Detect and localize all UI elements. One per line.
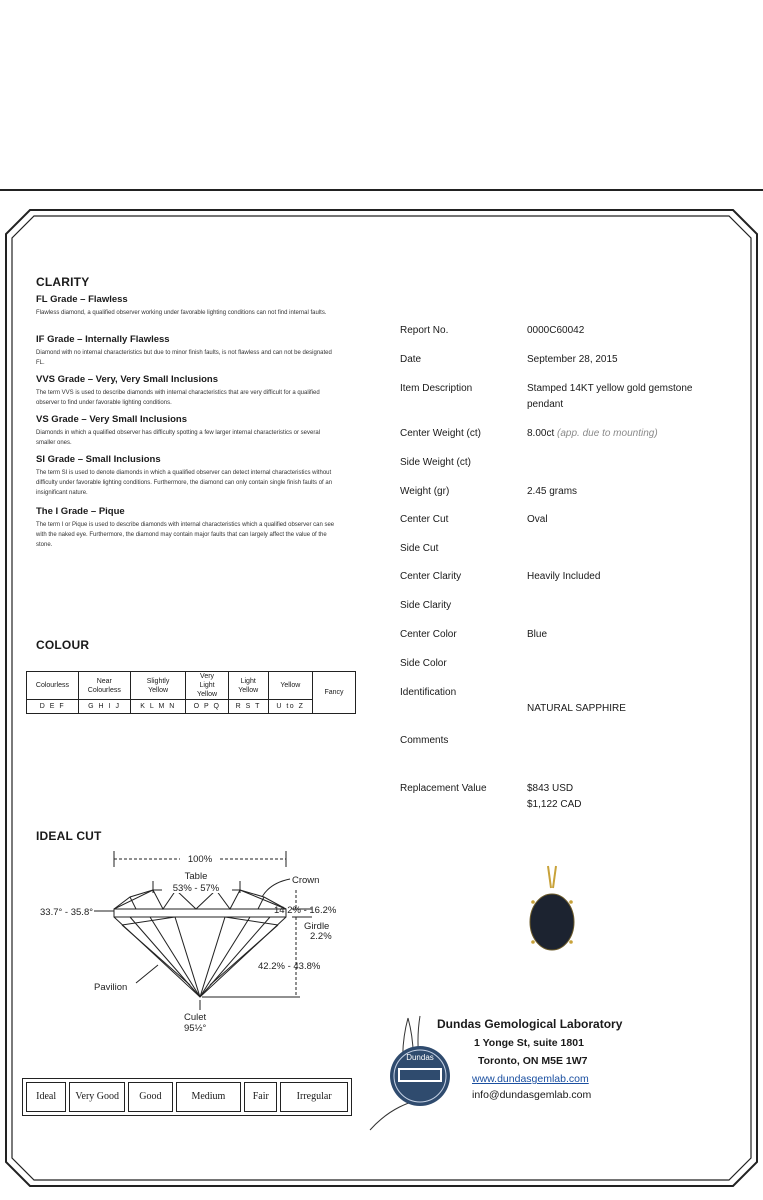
clarity-grade-fl-desc: Flawless diamond, a qualified observer working under favorable lighting conditions can not find internal faults. (36, 310, 327, 316)
center-cut-value: Oval (527, 514, 548, 525)
colour-colourless-header: Colourless (27, 672, 79, 700)
identification-value: NATURAL SAPPHIRE (527, 703, 626, 714)
colour-range-ghij: G H I J (78, 700, 130, 714)
replacement-value-usd: $843 USD (527, 783, 574, 794)
date-label: Date (400, 354, 422, 365)
replacement-value-cad: $1,122 CAD (527, 799, 582, 810)
colour-range-opq: O P Q (186, 700, 228, 714)
diagram-pavilion-label: Pavilion (94, 982, 128, 993)
colour-fancy-cell: Fancy (313, 672, 356, 714)
clarity-grade-vs-heading: VS Grade – Very Small Inclusions (36, 414, 188, 425)
cut-grade-scale-table (22, 1078, 352, 1116)
colour-range-rst: R S T (228, 700, 268, 714)
center-clarity-label: Center Clarity (400, 571, 462, 582)
diagram-culet-label: Culet (184, 1012, 207, 1023)
center-color-label: Center Color (400, 629, 457, 640)
diagram-girdle-label: Girdle (304, 921, 330, 932)
lab-name: Dundas Gemological Laboratory (437, 1017, 623, 1031)
diagram-table-range: 53% - 57% (172, 883, 220, 894)
side-clarity-label: Side Clarity (400, 600, 452, 611)
cut-grade-fair: Fair (244, 1082, 277, 1112)
identification-label: Identification (400, 687, 457, 698)
colour-scale-table (26, 671, 356, 714)
lab-address-line1: 1 Yonge St, suite 1801 (474, 1037, 584, 1049)
comments-label: Comments (400, 735, 449, 746)
colour-light-yellow-header: Light Yellow (228, 672, 268, 700)
diamond-proportions-diagram (30, 845, 360, 1035)
report-no-label: Report No. (400, 325, 449, 336)
clarity-grade-si-heading: SI Grade – Small Inclusions (36, 454, 161, 465)
clarity-grade-i-heading: The I Grade – Pique (36, 506, 125, 517)
center-weight-note: (app. due to mounting) (557, 428, 658, 439)
colour-range-klmn: K L M N (130, 700, 186, 714)
weight-label: Weight (gr) (400, 486, 450, 497)
diagram-table-label: Table (184, 871, 208, 882)
colour-very-light-yellow-header: Very Light Yellow (186, 672, 228, 700)
center-weight-value: 8.00ct (app. due to mounting) (527, 428, 658, 439)
pendant-photo (520, 862, 580, 957)
diagram-culet-value: 95½° (184, 1023, 207, 1034)
center-cut-label: Center Cut (400, 514, 449, 525)
ideal-cut-title: IDEAL CUT (36, 829, 102, 843)
lab-email[interactable]: info@dundasgemlab.com (472, 1089, 592, 1101)
diagram-crown-angle: 33.7° - 35.8° (40, 907, 94, 918)
center-clarity-value: Heavily Included (527, 571, 601, 582)
colour-slightly-yellow-header: Slightly Yellow (130, 672, 186, 700)
cut-grade-good: Good (128, 1082, 172, 1112)
center-weight-label: Center Weight (ct) (400, 428, 481, 439)
cut-grade-very-good: Very Good (69, 1082, 125, 1112)
colour-title: COLOUR (36, 638, 90, 652)
clarity-grade-fl-heading: FL Grade – Flawless (36, 294, 128, 305)
colour-range-def: D E F (27, 700, 79, 714)
diagram-total-label: 100% (187, 854, 213, 865)
lab-address-line2: Toronto, ON M5E 1W7 (478, 1055, 588, 1067)
clarity-grade-vvs-heading: VVS Grade – Very, Very Small Inclusions (36, 374, 218, 385)
weight-value: 2.45 grams (527, 486, 578, 497)
item-description-label: Item Description (400, 383, 473, 394)
clarity-grade-if-desc: Diamond with no internal characteristics but due to minor finish faults, is not flawless and can not be designated FL. (36, 350, 332, 366)
clarity-title: CLARITY (36, 275, 90, 289)
colour-near-colourless-header: Near Colourless (78, 672, 130, 700)
clarity-grade-vvs-desc: The term VVS is used to describe diamonds with internal characteristics that are very difficult for a qualified observer to find under favorable lighting conditions. (36, 390, 320, 406)
item-description-value-line2: pendant (527, 399, 564, 410)
center-color-value: Blue (527, 629, 548, 640)
date-value: September 28, 2015 (527, 354, 618, 365)
diagram-crown-height: 14.2% - 16.2% (274, 905, 337, 916)
diagram-girdle-value: 2.2% (310, 931, 332, 942)
diagram-crown-label: Crown (292, 875, 320, 886)
diagram-pavilion-depth: 42.2% - 43.8% (258, 961, 321, 972)
lab-website-link[interactable]: www.dundasgemlab.com (472, 1073, 589, 1085)
replacement-value-label: Replacement Value (400, 783, 487, 794)
report-no-value: 0000C60042 (527, 325, 585, 336)
side-cut-label: Side Cut (400, 543, 439, 554)
side-color-label: Side Color (400, 658, 447, 669)
item-description-value: Stamped 14KT yellow gold gemstone (527, 383, 693, 394)
clarity-grade-i-desc: The term I or Pique is used to describe diamonds with internal characteristics which a qualified observer can see with the naked eye. Furthermore, the diamond may contain major faults that can largely affect the value of the stone. (36, 522, 335, 548)
cut-grade-medium: Medium (176, 1082, 242, 1112)
clarity-grade-vs-desc: Diamonds in which a qualified observer has difficulty spotting a few larger internal characteristics or several smaller ones. (36, 430, 321, 446)
cut-grade-ideal: Ideal (26, 1082, 66, 1112)
cut-grade-irregular: Irregular (280, 1082, 348, 1112)
clarity-grade-si-desc: The term SI is used to denote diamonds in which a qualified observer can detect internal characteristics without difficulty under favorable lighting conditions. Furthermore, the diamond can only contain single finish faults of an insignificant nature. (36, 470, 333, 496)
seal-text: Dundas (406, 1053, 434, 1062)
side-weight-label: Side Weight (ct) (400, 457, 471, 468)
colour-range-utoz: U to Z (268, 700, 312, 714)
clarity-grade-if-heading: IF Grade – Internally Flawless (36, 334, 170, 345)
colour-yellow-header: Yellow (268, 672, 312, 700)
